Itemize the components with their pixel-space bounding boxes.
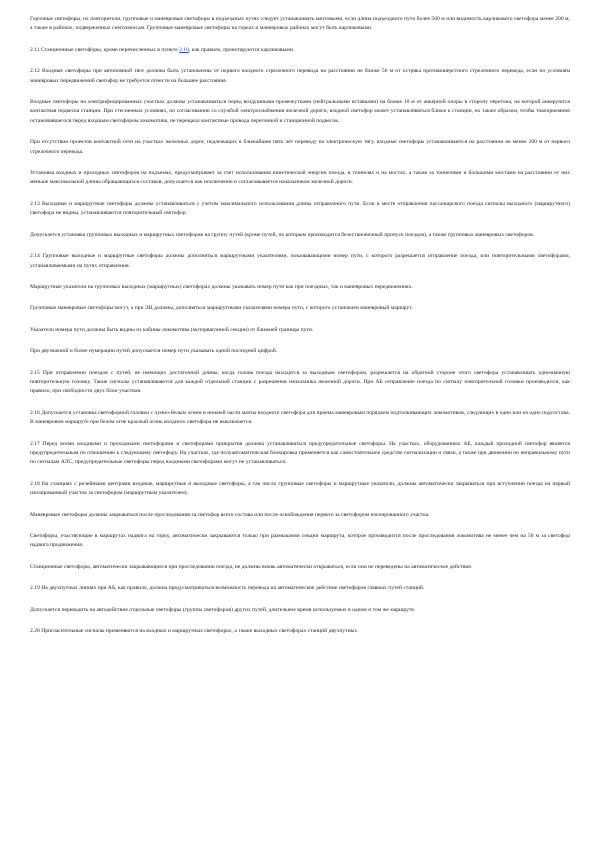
paragraph: Светофоры, участвующие в маршрутах надвига на горку, автоматически закрываются только при размыкании секции маршрута, которое производится после проследования локомотива не менее чем на 50 м за светофор надвига продвижения. <box>30 533 570 549</box>
paragraph: 2.14 Групповые выходные и маршрутные светофоры должны дополняться маршрутными указателями, показывающими номер пути, с которого разрешается отправление поезда, или повторительными светофорами, устанавливаемыми на путях отправления. <box>30 253 570 269</box>
paragraph: 2.12 Входные светофоры при автономной тяге должны быть установлены от первого входного стрелочного перевода на расстоянии не ближе 50 м от остряка противошерстного стрелочного перевода, если по условиям маневровых передвижений светофор не требуется отнести на большее расстояние. <box>30 68 570 84</box>
paragraph: 2.18 На станциях с релейными центрами входные, маршрутные и выходные светофоры, а так число групповые светофоры и маршрутные указатели, должны автоматически закрываться при вступлении поезда на первый изолированный участок за светофором (маршрутным указателем). <box>30 480 570 497</box>
paragraph: 2.17 Перед всеми входными и проходными светофорами и светофорами прикрытия должны устанавливаться предупредительные светофоры. На участках, оборудованных АБ, каждый проходной светофор является предупредительным по отношению к следующему светофору. На участках, где полуавтоматическая блокировка применяется как самостоятельное средство сигнализации и связи, а также при движении по неправильному пути по сигналам АЛС, предупредительные светофоры перед входными светофорами могут не устанавливаться. <box>30 440 570 466</box>
paragraph: 2.16 Допускается установка светофорной головки с лунно-белым огнем в нижней части мачты входного светофора для приема маневровым порядком подталкивающих локомотивов, следующих в одно или из одно подсостава. В маневровом маршруте при белом огне красный огонь входного светофора не выключается. <box>30 409 570 426</box>
paragraph: 2.13 Выходные и маршрутные светофоры должны устанавливаться с учетом максимального использования длины отправочного пути. Если в месте отправления пассажирского поезда сигналы выходного (маршрутного) светофора не видны, устанавливаются повторительный светофор. <box>30 200 570 217</box>
paragraph: Указатели номера пути должны быть видны из кабины локомотива (моторвагонной секции) от ближней границы пути. <box>30 326 314 333</box>
cross-reference-link[interactable]: 2.10 <box>179 46 189 53</box>
paragraph-text: 2.11 Станционные светофоры, кроме перечисленных в пункте <box>30 46 180 53</box>
paragraph-text: , как правило, проектируются карликовыми. <box>188 46 295 53</box>
paragraph: При двузначной и более нумерации путей допускается номер пути указывать одной последней цифрой. <box>30 348 278 355</box>
paragraph: Групповые маневровые светофоры могут, а при ЭЦ должны, дополняться маршрутными указателями номера пути, с которого установлен маневровый маршрут. <box>30 305 413 312</box>
paragraph: Установка входных и проходных светофоров на подъемах, предусматривает за счет использования кинетической энергии поезда, в тоннелях и на мостах, а также за тоннелями и большими мостами на расстоянии от них меньше максимальной длины обращающихся составов, допускается как исключение и согласовывается начальником железной дороги. <box>30 170 570 186</box>
paragraph: 2.20 Пригласительные сигналы применяются на входных и маршрутных светофорах, а также выходных светофорах станций двухпутных <box>30 628 358 635</box>
paragraph <box>30 46 570 55</box>
paragraph: Маневровые светофоры должны закрываться после проследования за светофор всего состава или после освобождения первого за светофором изолированного участка. <box>30 511 430 518</box>
paragraph: 2.19 На двухпутных линиях при АБ, как правило, должна предусматриваться возможность перевода на автоматическое действие светофоров главных путей станций. <box>30 585 425 592</box>
paragraph: При отсутствии проектов контактной сети на участках железных дорог, подлежащих в ближайшие пять лет переводу на электрическую тягу, входные светофоры устанавливаются на расстоянии не менее 300 м от первого стрелочного перевода. <box>30 139 570 155</box>
paragraph: Станционные светофоры, автоматически закрывающиеся при проследовании поезда, не должны вновь автоматически открываться, если они не переведены на автоматическое действие. <box>30 563 473 570</box>
document-page <box>30 15 570 636</box>
paragraph: Маршрутные указатели на групповых выходных (маршрутных) светофорах должны указывать номер пути как при поездных, так и маневровых передвижениях. <box>30 283 413 290</box>
paragraph: Допускается установка групповых выходных и маршрутных светофоров на группу путей (кроме путей, по которым производится безостановочный пропуск поездов), а также групповых маневровых светофоров. <box>30 231 535 238</box>
paragraph: Входные светофоры на электрифицированных участках должны устанавливаться перед воздушными промежутками (нейтральными вставками) на ближе 10 м от анкерной опоры в сторону перегона, на которой анкеруются контактная подвеска станции. При стесненных условиях, по согласованию со службой электроснабжения железной дороги, входной светофор может устанавливаться ближе к станции, но также образом, чтобы токоприемник остановившегося перед входным светофором локомотива, не перекрыл контактные провода перегонной и станционной подвесок. <box>30 99 570 124</box>
paragraph: Горочные светофоры, их повторители, групповые и маневровые светофоры в подъездных путях следует устанавливать мачтовыми, если длина подъездного пути более 500 м или видимость карликового светофора менее 200 м, а также в районах, подверженных снегозаносам. Групповые маневровые светофоры на горках и маневровых районах могут быть карликовыми. <box>30 16 570 32</box>
paragraph: 2.15 При отправлении поездов с путей, не имеющих достаточной длины, когда голова поезда находится за выходным светофором, разрешается на обратной стороне этого светофора устанавливать однозначную повторительную головку. Такие сигналы устанавливаются для каждой отдельной станции с разрешения начальника железной дороги. При АБ отправление поезда по сигналу повторительной головки производится, как правило, при свободности двух блок-участков. <box>30 369 570 395</box>
paragraph: Допускается переводить на автодействие отдельные светофоры (группы светофоров) других путей, длительное время используемых в одном и том же маршруте. <box>30 606 416 613</box>
